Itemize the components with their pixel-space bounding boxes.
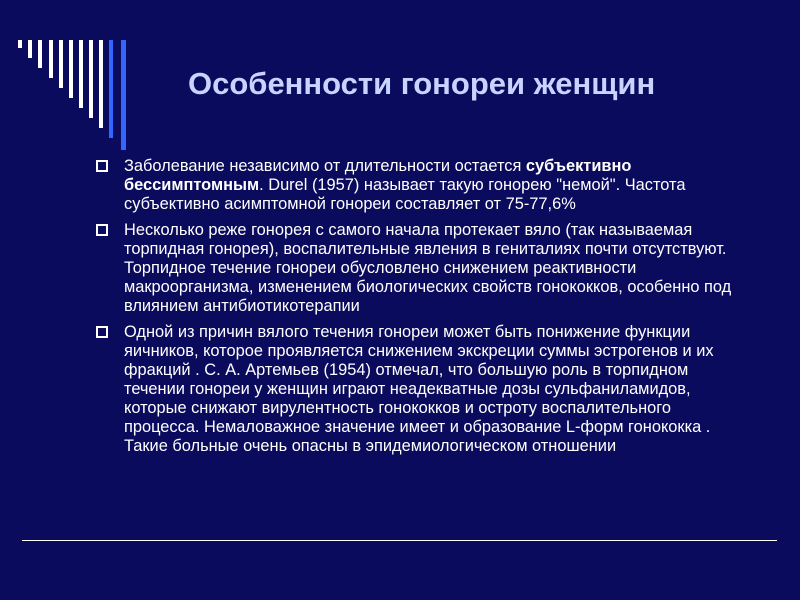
bullet-item	[92, 221, 732, 316]
square-bullet-icon	[96, 160, 108, 172]
bold-phrase: субъективно бессимптомным	[124, 157, 632, 194]
bullet-list	[92, 157, 732, 463]
bullet-text	[124, 323, 732, 456]
bullet-text	[124, 157, 732, 214]
decorative-stripes	[0, 0, 140, 150]
bullet-item	[92, 323, 732, 456]
stripe	[38, 40, 42, 68]
slide-title: Особенности гонореи женщин	[188, 66, 656, 101]
footer-divider	[22, 540, 777, 541]
text-run: Несколько реже гонорея с самого начала протекает вяло (так называемая торпидная гонорея), воспалительные явления в гениталиях почти отсутствуют. Торпидное течение гонореи обусловлено снижением реактивности макроорганизма, изменением биологических свойств гонококков, особенно под влиянием антибиотикотерапии	[124, 221, 732, 315]
square-bullet-icon	[96, 326, 108, 338]
stripe	[18, 40, 22, 48]
stripe	[69, 40, 73, 98]
bullet-text	[124, 221, 732, 316]
text-run: Одной из причин вялого течения гонореи может быть понижение функции яичников, которое проявляется снижением экскреции суммы эстрогенов и их фракций . С. А. Артемьев (1954) отмечал, что большую роль в торпидном течении гонореи у женщин играют неадекватные дозы сульфаниламидов, которые снижают вирулентность гонококков и остроту воспалительного процесса. Немаловажное значение имеет и образование L-форм гонококка . Такие больные очень опасны в эпидемиологическом отношении	[124, 323, 714, 455]
text-run: Заболевание независимо от длительности остается	[124, 157, 526, 175]
stripe	[28, 40, 32, 58]
bullet-item	[92, 157, 732, 214]
stripe	[49, 40, 53, 78]
stripe	[79, 40, 83, 108]
stripe	[109, 40, 113, 138]
stripe	[59, 40, 63, 88]
text-run: . Durel (1957) называет такую гонорею "немой". Частота субъективно асимптомной гонореи составляет от 75-77,6%	[124, 176, 686, 213]
stripe	[89, 40, 93, 118]
square-bullet-icon	[96, 224, 108, 236]
stripe	[99, 40, 103, 128]
stripe	[121, 40, 126, 150]
